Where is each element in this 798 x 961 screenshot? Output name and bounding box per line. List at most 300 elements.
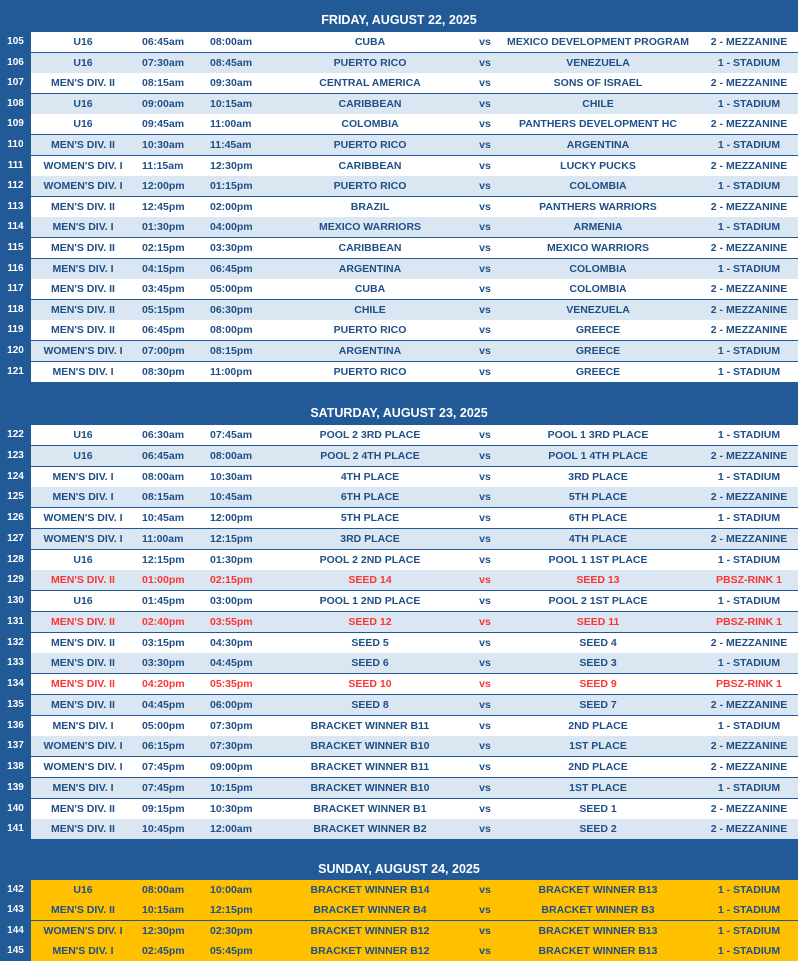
rink-cell: 1 - STADIUM [717, 139, 781, 151]
versus-label: vs [479, 262, 491, 275]
end-time-cell: 12:00pm [210, 512, 253, 524]
end-time-cell: 12:15pm [210, 904, 253, 917]
away-team-cell: SEED 7 [579, 698, 617, 711]
game-number: 145 [0, 941, 31, 961]
end-time-cell: 10:30pm [210, 802, 253, 815]
game-number: 108 [0, 94, 31, 114]
division-cell: MEN'S DIV. II [51, 200, 115, 213]
division-cell: MEN'S DIV. I [52, 719, 114, 732]
end-time-cell: 05:00pm [210, 283, 253, 296]
rink-cell: 2 - MEZZANINE [710, 283, 788, 296]
start-time-cell: 06:45am [142, 449, 185, 462]
rink-cell: 1 - STADIUM [717, 512, 781, 524]
away-team-cell: 1ST PLACE [569, 781, 627, 794]
start-time-cell: 12:15pm [142, 553, 185, 566]
home-team-cell: POOL 2 3RD PLACE [319, 429, 421, 441]
game-number: 127 [0, 529, 31, 549]
end-time-cell: 06:30pm [210, 303, 253, 316]
game-number: 140 [0, 799, 31, 819]
home-team-cell: SEED 5 [351, 636, 389, 649]
day-header: FRIDAY, AUGUST 22, 2025 [0, 9, 798, 31]
game-row [0, 320, 798, 340]
end-time-cell: 10:15pm [210, 781, 253, 794]
end-time-cell: 08:00am [210, 449, 253, 462]
game-row [0, 217, 798, 237]
division-cell: U16 [73, 118, 93, 131]
division-cell: WOMEN'S DIV. I [43, 761, 123, 773]
away-team-cell: SEED 3 [579, 657, 617, 670]
game-row [0, 425, 798, 445]
rink-cell: 2 - MEZZANINE [710, 324, 788, 337]
versus-label: vs [479, 657, 491, 670]
game-number: 136 [0, 716, 31, 736]
game-number: 118 [0, 300, 31, 320]
versus-label: vs [479, 470, 491, 483]
away-team-cell: 6TH PLACE [568, 512, 628, 524]
away-team-cell: MEXICO DEVELOPMENT PROGRAM [506, 36, 689, 48]
game-number: 144 [0, 921, 31, 941]
game-number: 124 [0, 467, 31, 487]
start-time-cell: 04:45pm [142, 698, 185, 711]
game-row [0, 73, 798, 93]
away-team-cell: ARMENIA [573, 221, 623, 234]
rink-cell: 1 - STADIUM [717, 180, 781, 193]
rink-cell: 1 - STADIUM [717, 553, 781, 566]
home-team-cell: CARIBBEAN [338, 242, 402, 254]
division-cell: U16 [73, 553, 93, 566]
end-time-cell: 08:45am [210, 56, 253, 69]
home-team-cell: CARIBBEAN [338, 159, 402, 172]
end-time-cell: 02:30pm [210, 924, 253, 937]
start-time-cell: 06:30am [142, 429, 185, 441]
game-row [0, 778, 798, 798]
start-time-cell: 04:20pm [142, 678, 185, 690]
versus-label: vs [479, 553, 491, 566]
game-row [0, 135, 798, 155]
away-team-cell: 5TH PLACE [568, 491, 628, 504]
division-cell: MEN'S DIV. I [52, 221, 114, 234]
home-team-cell: 4TH PLACE [340, 470, 400, 483]
start-time-cell: 01:45pm [142, 595, 185, 607]
versus-label: vs [479, 719, 491, 732]
game-row [0, 259, 798, 279]
division-cell: U16 [73, 449, 93, 462]
division-cell: MEN'S DIV. II [51, 657, 115, 670]
start-time-cell: 09:00am [142, 97, 185, 110]
versus-label: vs [479, 512, 491, 524]
home-team-cell: ARGENTINA [338, 262, 402, 275]
rink-cell: 1 - STADIUM [717, 429, 781, 441]
home-team-cell: ARGENTINA [338, 345, 402, 357]
division-cell: WOMEN'S DIV. I [43, 924, 123, 937]
away-team-cell: SONS OF ISRAEL [553, 77, 643, 90]
game-row [0, 114, 798, 134]
division-cell: U16 [73, 595, 93, 607]
start-time-cell: 08:00am [142, 470, 185, 483]
home-team-cell: SEED 6 [351, 657, 389, 670]
start-time-cell: 03:30pm [142, 657, 185, 670]
versus-label: vs [479, 36, 491, 48]
rink-cell: 1 - STADIUM [717, 221, 781, 234]
rink-cell: 2 - MEZZANINE [710, 740, 788, 753]
end-time-cell: 04:30pm [210, 636, 253, 649]
versus-label: vs [479, 740, 491, 753]
away-team-cell: GREECE [575, 324, 621, 337]
game-number: 135 [0, 695, 31, 715]
division-cell: U16 [73, 36, 93, 48]
versus-label: vs [479, 823, 491, 836]
rink-cell: 2 - MEZZANINE [710, 449, 788, 462]
versus-label: vs [479, 678, 491, 690]
start-time-cell: 08:30pm [142, 365, 185, 378]
end-time-cell: 08:15pm [210, 345, 253, 357]
rink-cell: 1 - STADIUM [717, 595, 781, 607]
game-number: 107 [0, 73, 31, 93]
division-cell: WOMEN'S DIV. I [43, 512, 123, 524]
game-number: 143 [0, 900, 31, 920]
away-team-cell: BRACKET WINNER B13 [538, 884, 658, 896]
game-row [0, 591, 798, 611]
start-time-cell: 03:45pm [142, 283, 185, 296]
game-row [0, 279, 798, 299]
versus-label: vs [479, 159, 491, 172]
home-team-cell: PUERTO RICO [333, 139, 407, 151]
versus-label: vs [479, 365, 491, 378]
game-row [0, 341, 798, 361]
home-team-cell: BRACKET WINNER B2 [313, 823, 427, 836]
home-team-cell: CENTRAL AMERICA [319, 77, 421, 90]
end-time-cell: 06:45pm [210, 262, 253, 275]
versus-label: vs [479, 884, 491, 896]
home-team-cell: BRACKET WINNER B12 [310, 944, 430, 957]
start-time-cell: 10:45am [142, 512, 185, 524]
game-number: 131 [0, 612, 31, 632]
end-time-cell: 02:00pm [210, 200, 253, 213]
away-team-cell: BRACKET WINNER B13 [538, 924, 658, 937]
game-row [0, 819, 798, 839]
end-time-cell: 10:45am [210, 491, 253, 504]
end-time-cell: 10:00am [210, 884, 253, 896]
game-row [0, 550, 798, 570]
game-row [0, 508, 798, 528]
start-time-cell: 02:15pm [142, 242, 185, 254]
end-time-cell: 12:15pm [210, 532, 253, 545]
versus-label: vs [479, 118, 491, 131]
game-number: 117 [0, 279, 31, 299]
rink-cell: 1 - STADIUM [717, 56, 781, 69]
start-time-cell: 04:15pm [142, 262, 185, 275]
start-time-cell: 10:45pm [142, 823, 185, 836]
start-time-cell: 05:00pm [142, 719, 185, 732]
end-time-cell: 03:00pm [210, 595, 253, 607]
versus-label: vs [479, 345, 491, 357]
end-time-cell: 05:45pm [210, 944, 253, 957]
game-number: 115 [0, 238, 31, 258]
versus-label: vs [479, 491, 491, 504]
away-team-cell: 2ND PLACE [568, 761, 628, 773]
end-time-cell: 08:00am [210, 36, 253, 48]
game-row [0, 633, 798, 653]
game-row [0, 529, 798, 549]
home-team-cell: BRACKET WINNER B11 [310, 719, 430, 732]
home-team-cell: BRACKET WINNER B1 [313, 802, 427, 815]
versus-label: vs [479, 303, 491, 316]
game-number: 109 [0, 114, 31, 134]
game-row [0, 653, 798, 673]
end-time-cell: 09:30am [210, 77, 253, 90]
game-row [0, 197, 798, 217]
start-time-cell: 08:00am [142, 884, 185, 896]
division-cell: MEN'S DIV. II [51, 802, 115, 815]
end-time-cell: 09:00pm [210, 761, 253, 773]
home-team-cell: PUERTO RICO [333, 324, 407, 337]
game-number: 113 [0, 197, 31, 217]
game-number: 114 [0, 217, 31, 237]
end-time-cell: 12:00am [210, 823, 253, 836]
versus-label: vs [479, 698, 491, 711]
rink-cell: 2 - MEZZANINE [710, 823, 788, 836]
start-time-cell: 02:40pm [142, 615, 185, 628]
division-cell: MEN'S DIV. I [52, 470, 114, 483]
away-team-cell: COLOMBIA [569, 283, 627, 296]
home-team-cell: POOL 2 4TH PLACE [320, 449, 420, 462]
game-row [0, 32, 798, 52]
game-row [0, 487, 798, 507]
end-time-cell: 07:30pm [210, 740, 253, 753]
rink-cell: 1 - STADIUM [717, 719, 781, 732]
versus-label: vs [479, 532, 491, 545]
home-team-cell: SEED 12 [348, 615, 392, 628]
game-number: 125 [0, 487, 31, 507]
versus-label: vs [479, 97, 491, 110]
away-team-cell: 1ST PLACE [569, 740, 627, 753]
game-row [0, 921, 798, 941]
game-number: 121 [0, 362, 31, 382]
game-number: 128 [0, 550, 31, 570]
away-team-cell: 2ND PLACE [568, 719, 628, 732]
rink-cell: 1 - STADIUM [717, 97, 781, 110]
home-team-cell: PUERTO RICO [333, 56, 407, 69]
away-team-cell: POOL 2 1ST PLACE [548, 595, 648, 607]
division-cell: MEN'S DIV. II [51, 574, 115, 587]
division-cell: U16 [73, 56, 93, 69]
away-team-cell: 3RD PLACE [568, 470, 628, 483]
rink-cell: 1 - STADIUM [717, 944, 781, 957]
game-row [0, 695, 798, 715]
versus-label: vs [479, 429, 491, 441]
division-cell: MEN'S DIV. I [52, 491, 114, 504]
game-row [0, 238, 798, 258]
home-team-cell: PUERTO RICO [333, 180, 407, 193]
game-row [0, 612, 798, 632]
game-row [0, 53, 798, 73]
home-team-cell: MEXICO WARRIORS [318, 221, 422, 234]
game-number: 139 [0, 778, 31, 798]
end-time-cell: 06:00pm [210, 698, 253, 711]
rink-cell: 2 - MEZZANINE [710, 532, 788, 545]
division-cell: WOMEN'S DIV. I [43, 532, 123, 545]
game-number: 120 [0, 341, 31, 361]
division-cell: WOMEN'S DIV. I [43, 740, 123, 753]
game-number: 134 [0, 674, 31, 694]
away-team-cell: COLOMBIA [569, 262, 627, 275]
start-time-cell: 07:00pm [142, 345, 185, 357]
end-time-cell: 11:00am [210, 118, 252, 131]
start-time-cell: 06:45pm [142, 324, 185, 337]
away-team-cell: PANTHERS DEVELOPMENT HC [519, 118, 677, 131]
day-header: SATURDAY, AUGUST 23, 2025 [0, 402, 798, 424]
away-team-cell: COLOMBIA [569, 180, 627, 193]
rink-cell: PBSZ-RINK 1 [716, 678, 782, 690]
division-cell: MEN'S DIV. II [51, 139, 115, 151]
away-team-cell: SEED 9 [579, 678, 617, 690]
away-team-cell: POOL 1 4TH PLACE [548, 449, 648, 462]
division-cell: MEN'S DIV. II [51, 904, 115, 917]
home-team-cell: CARIBBEAN [338, 97, 402, 110]
versus-label: vs [479, 242, 491, 254]
start-time-cell: 02:45pm [142, 944, 185, 957]
away-team-cell: CHILE [582, 97, 614, 110]
rink-cell: 2 - MEZZANINE [710, 303, 788, 316]
away-team-cell: ARGENTINA [566, 139, 630, 151]
rink-cell: 1 - STADIUM [717, 345, 781, 357]
game-row [0, 900, 798, 920]
game-number: 126 [0, 508, 31, 528]
away-team-cell: LUCKY PUCKS [560, 159, 636, 172]
home-team-cell: BRACKET WINNER B4 [313, 904, 427, 917]
rink-cell: 2 - MEZZANINE [710, 118, 788, 131]
rink-cell: 2 - MEZZANINE [710, 761, 788, 773]
home-team-cell: POOL 1 2ND PLACE [319, 595, 421, 607]
game-row [0, 176, 798, 196]
game-row [0, 300, 798, 320]
game-row [0, 446, 798, 466]
start-time-cell: 10:15am [142, 904, 185, 917]
versus-label: vs [479, 636, 491, 649]
division-cell: MEN'S DIV. II [51, 242, 115, 254]
division-cell: U16 [73, 429, 93, 441]
game-number: 116 [0, 259, 31, 279]
division-cell: MEN'S DIV. I [52, 365, 114, 378]
rink-cell: 2 - MEZZANINE [710, 200, 788, 213]
game-row [0, 736, 798, 756]
end-time-cell: 01:15pm [210, 180, 253, 193]
rink-cell: 2 - MEZZANINE [710, 802, 788, 815]
versus-label: vs [479, 77, 491, 90]
start-time-cell: 09:15pm [142, 802, 185, 815]
start-time-cell: 06:15pm [142, 740, 185, 753]
end-time-cell: 03:55pm [210, 615, 253, 628]
rink-cell: PBSZ-RINK 1 [716, 574, 782, 587]
home-team-cell: BRACKET WINNER B11 [310, 761, 430, 773]
away-team-cell: 4TH PLACE [568, 532, 628, 545]
home-team-cell: BRAZIL [350, 200, 390, 213]
versus-label: vs [479, 761, 491, 773]
game-number: 112 [0, 176, 31, 196]
start-time-cell: 07:45pm [142, 781, 185, 794]
start-time-cell: 12:30pm [142, 924, 185, 937]
game-row [0, 362, 798, 382]
game-row [0, 716, 798, 736]
division-cell: MEN'S DIV. II [51, 678, 115, 690]
division-cell: MEN'S DIV. II [51, 303, 115, 316]
division-cell: MEN'S DIV. I [52, 944, 114, 957]
rink-cell: 1 - STADIUM [717, 924, 781, 937]
rink-cell: 2 - MEZZANINE [710, 491, 788, 504]
home-team-cell: BRACKET WINNER B12 [310, 924, 430, 937]
game-number: 138 [0, 757, 31, 777]
division-cell: MEN'S DIV. II [51, 324, 115, 337]
away-team-cell: SEED 4 [579, 636, 617, 649]
game-number: 137 [0, 736, 31, 756]
end-time-cell: 05:35pm [210, 678, 253, 690]
end-time-cell: 04:00pm [210, 221, 253, 234]
game-row [0, 94, 798, 114]
game-number: 111 [0, 156, 31, 176]
start-time-cell: 01:00pm [142, 574, 185, 587]
game-number: 132 [0, 633, 31, 653]
game-number: 129 [0, 570, 31, 590]
end-time-cell: 11:45am [210, 139, 252, 151]
rink-cell: 1 - STADIUM [717, 904, 781, 917]
home-team-cell: SEED 10 [348, 678, 392, 690]
home-team-cell: COLOMBIA [341, 118, 399, 131]
game-number: 105 [0, 32, 31, 52]
rink-cell: 2 - MEZZANINE [710, 698, 788, 711]
rink-cell: 2 - MEZZANINE [710, 636, 788, 649]
end-time-cell: 10:30am [210, 470, 253, 483]
versus-label: vs [479, 139, 491, 151]
versus-label: vs [479, 615, 491, 628]
division-cell: MEN'S DIV. II [51, 283, 115, 296]
away-team-cell: SEED 1 [579, 802, 617, 815]
versus-label: vs [479, 944, 491, 957]
division-cell: MEN'S DIV. II [51, 698, 115, 711]
game-number: 123 [0, 446, 31, 466]
away-team-cell: BRACKET WINNER B13 [538, 944, 658, 957]
away-team-cell: SEED 11 [576, 615, 620, 628]
division-cell: MEN'S DIV. I [52, 262, 114, 275]
end-time-cell: 02:15pm [210, 574, 253, 587]
away-team-cell: GREECE [575, 365, 621, 378]
end-time-cell: 01:30pm [210, 553, 253, 566]
versus-label: vs [479, 802, 491, 815]
versus-label: vs [479, 56, 491, 69]
home-team-cell: CUBA [354, 283, 386, 296]
start-time-cell: 01:30pm [142, 221, 185, 234]
home-team-cell: PUERTO RICO [333, 365, 407, 378]
game-number: 122 [0, 425, 31, 445]
versus-label: vs [479, 324, 491, 337]
rink-cell: 2 - MEZZANINE [710, 159, 788, 172]
home-team-cell: SEED 14 [348, 574, 392, 587]
division-cell: MEN'S DIV. II [51, 77, 115, 90]
division-cell: WOMEN'S DIV. I [43, 345, 123, 357]
division-cell: MEN'S DIV. I [52, 781, 114, 794]
game-row [0, 880, 798, 900]
start-time-cell: 09:45am [142, 118, 185, 131]
home-team-cell: CUBA [354, 36, 386, 48]
game-row [0, 570, 798, 590]
away-team-cell: POOL 1 3RD PLACE [547, 429, 649, 441]
versus-label: vs [479, 781, 491, 794]
away-team-cell: POOL 1 1ST PLACE [548, 553, 648, 566]
division-cell: MEN'S DIV. II [51, 615, 115, 628]
away-team-cell: GREECE [575, 345, 621, 357]
end-time-cell: 10:15am [210, 97, 253, 110]
game-number: 133 [0, 653, 31, 673]
rink-cell: 2 - MEZZANINE [710, 36, 788, 48]
